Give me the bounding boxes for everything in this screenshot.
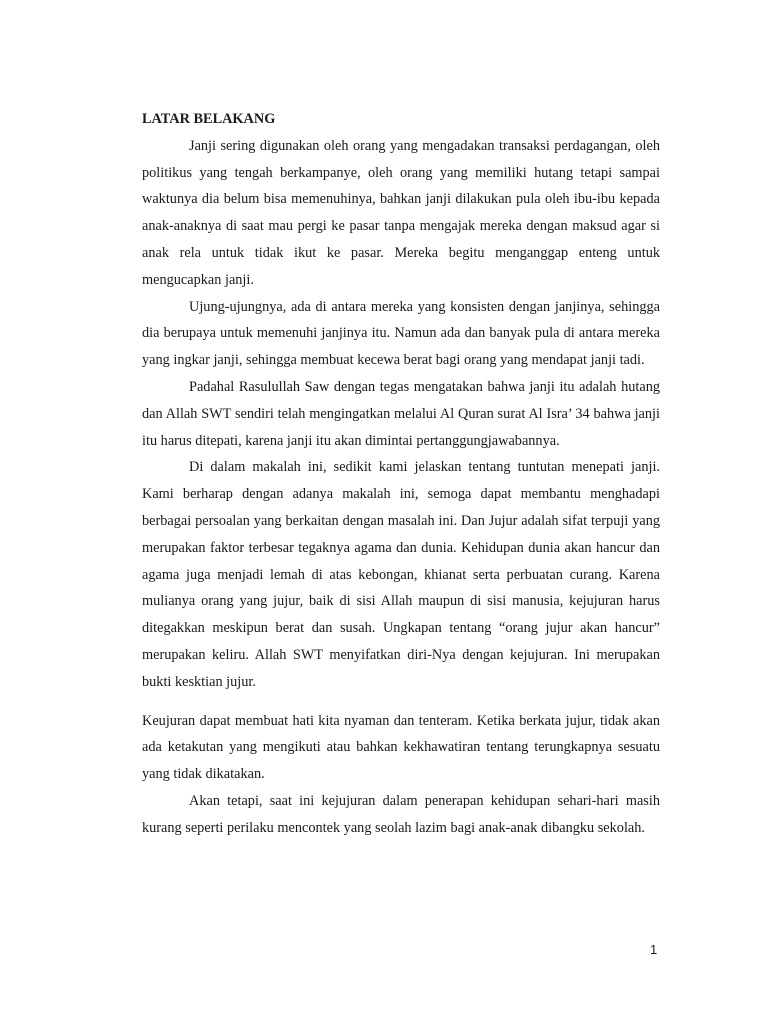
document-body (142, 106, 660, 842)
paragraph-4: Di dalam makalah ini, sedikit kami jelaskan tentang tuntutan menepati janji. Kami berharap dengan adanya makalah ini, semoga dapat membantu menghadapi berbagai persoalan yang berkaitan dengan masalah ini. Dan Jujur adalah sifat terpuji yang merupakan faktor terbesar tegaknya agama dan dunia. Kehidupan dunia akan hancur dan agama juga menjadi lemah di atas kebongan, khianat serta perbuatan curang. Karena mulianya orang yang jujur, baik di sisi Allah maupun di sisi manusia, kejujuran harus ditegakkan meskipun berat dan susah. Ungkapan tentang “orang jujur akan hancur” merupakan keliru. Allah SWT menyifatkan diri-Nya dengan kejujuran. Ini merupakan bukti kesktian jujur. (142, 459, 660, 690)
paragraph-6: Akan tetapi, saat ini kejujuran dalam penerapan kehidupan sehari-hari masih kurang seperti perilaku mencontek yang seolah lazim bagi anak-anak dibangku sekolah. (142, 792, 660, 836)
paragraph-2: Ujung-ujungnya, ada di antara mereka yang konsisten dengan janjinya, sehingga dia berupaya untuk memenuhi janjinya itu. Namun ada dan banyak pula di antara mereka yang ingkar janji, sehingga membuat kecewa berat bagi orang yang mendapat janji tadi. (142, 298, 660, 369)
page-number: 1 (650, 942, 658, 957)
paragraph-1: Janji sering digunakan oleh orang yang mengadakan transaksi perdagangan, oleh politikus yang tengah berkampanye, oleh orang yang memiliki hutang tetapi sampai waktunya dia belum bisa memenuhinya, bahkan janji dilakukan pula oleh ibu-ibu kepada anak-anaknya di saat mau pergi ke pasar tanpa mengajak mereka dengan maksud agar si anak rela untuk tidak ikut ke pasar. Mereka begitu menganggap enteng untuk mengucapkan janji. (142, 137, 660, 288)
paragraph-3: Padahal Rasulullah Saw dengan tegas mengatakan bahwa janji itu adalah hutang dan Allah SWT sendiri telah mengingatkan melalui Al Quran surat Al Isra’ 34 bahwa janji itu harus ditepati, karena janji itu akan dimintai pertanggungjawabannya. (142, 378, 660, 449)
section-heading: LATAR BELAKANG (142, 111, 276, 127)
paragraph-5: Keujuran dapat membuat hati kita nyaman dan tenteram. Ketika berkata jujur, tidak akan ada ketakutan yang mengikuti atau bahkan kekhawatiran tentang terungkapnya sesuatu yang tidak dikatakan. (142, 712, 660, 783)
